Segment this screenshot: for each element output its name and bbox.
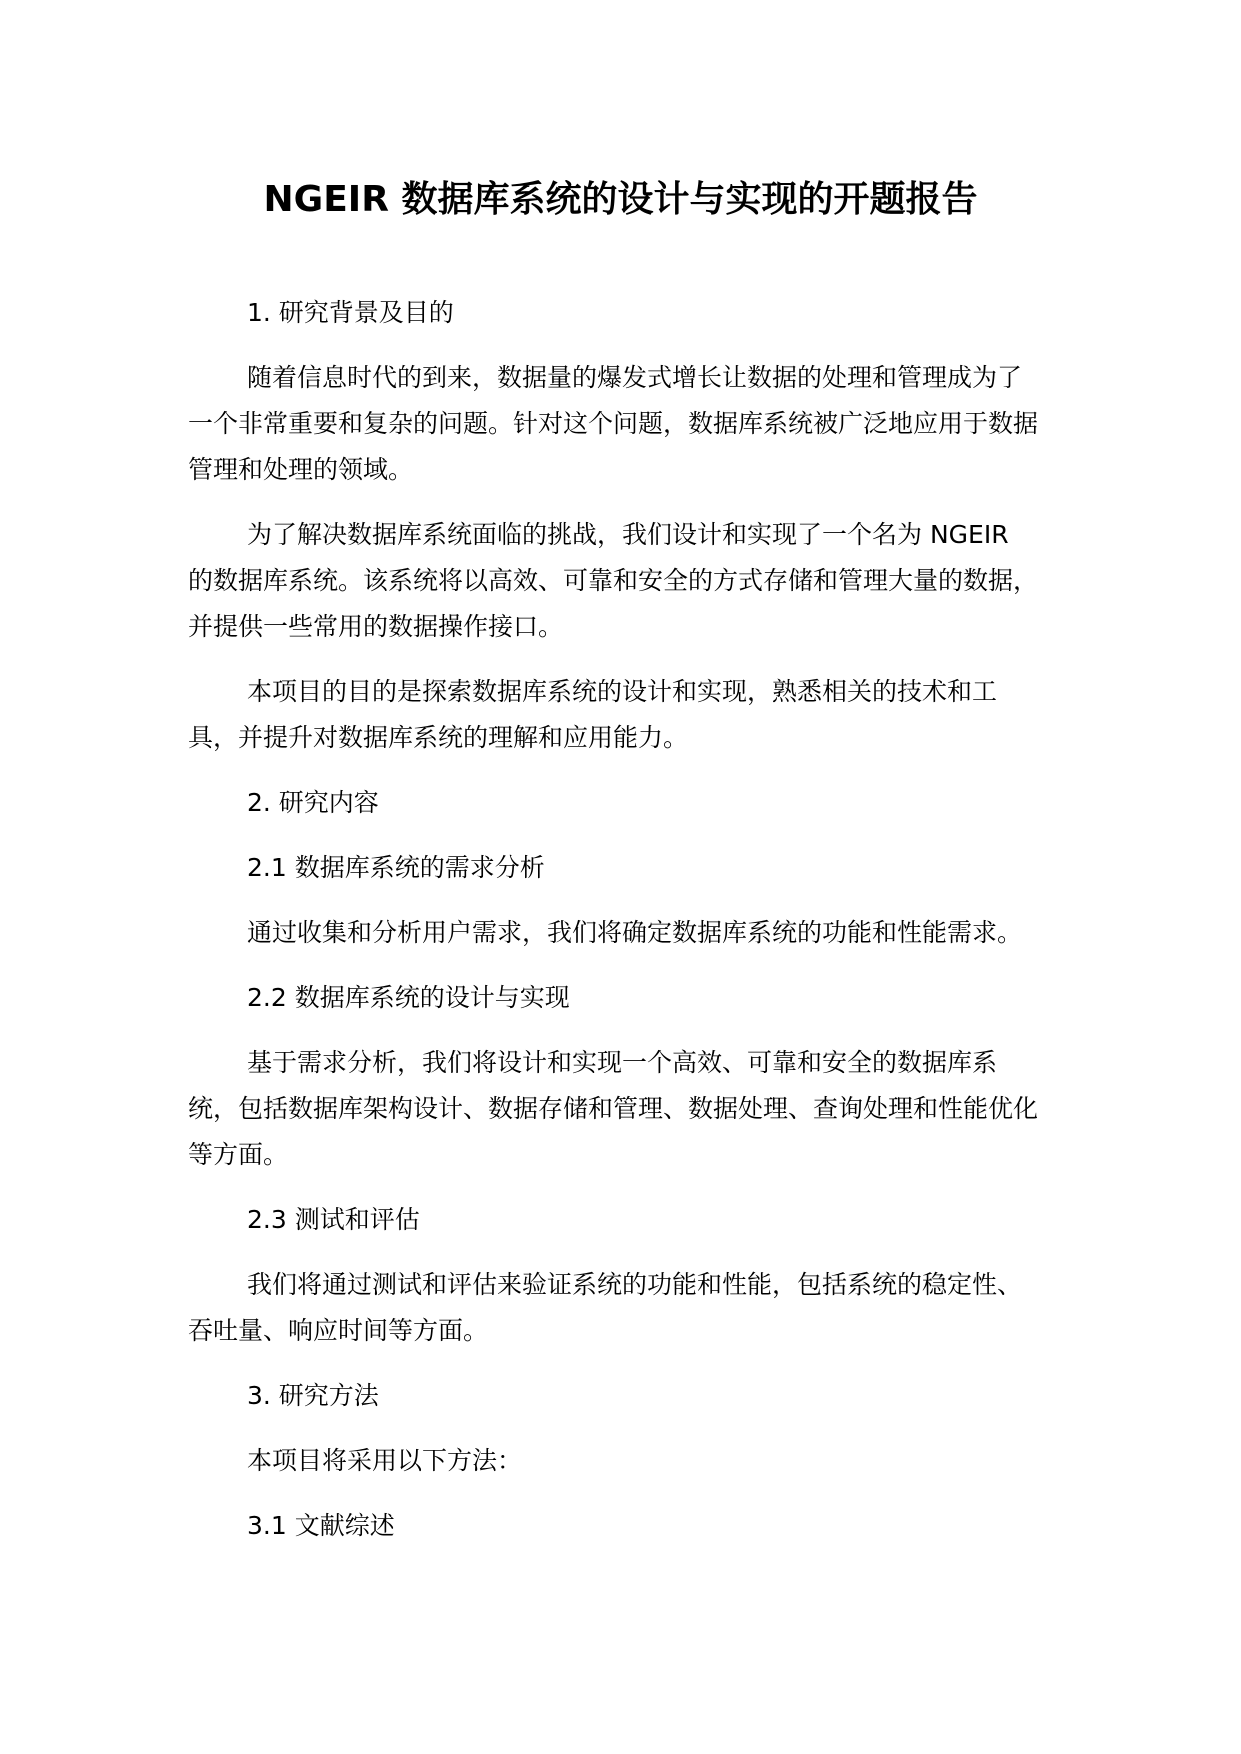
- subsection-heading-2-1: 2.1 数据库系统的需求分析: [247, 853, 545, 882]
- paragraph-ngeir-intro: 为了解决数据库系统面临的挑战，我们设计和实现了一个名为 NGEIR 的数据库系统。该系统将以高效、可靠和安全的方式存储和管理大量的数据，并提供一些常用的数据操作接口。: [188, 520, 1039, 641]
- paragraph-project-purpose: 本项目的目的是探索数据库系统的设计和实现，熟悉相关的技术和工具，并提升对数据库系统的理解和应用能力。: [188, 677, 998, 752]
- paragraph-design: 基于需求分析，我们将设计和实现一个高效、可靠和安全的数据库系统，包括数据库架构设计、数据存储和管理、数据处理、查询处理和性能优化等方面。: [188, 1048, 1039, 1169]
- paragraph-requirements: 通过收集和分析用户需求，我们将确定数据库系统的功能和性能需求。: [247, 918, 1023, 947]
- section-heading-3: 3. 研究方法: [247, 1381, 379, 1410]
- section-heading-2: 2. 研究内容: [247, 788, 379, 817]
- subsection-heading-2-3: 2.3 测试和评估: [247, 1205, 420, 1234]
- subsection-heading-3-1: 3.1 文献综述: [247, 1511, 395, 1540]
- document-body: [188, 290, 1040, 1549]
- paragraph-methods-intro: 本项目将采用以下方法：: [247, 1446, 523, 1475]
- document-title: NGEIR 数据库系统的设计与实现的开题报告: [263, 179, 978, 220]
- paragraph-background: 随着信息时代的到来，数据量的爆发式增长让数据的处理和管理成为了一个非常重要和复杂的问题。针对这个问题，数据库系统被广泛地应用于数据管理和处理的领域。: [188, 363, 1039, 484]
- subsection-heading-2-2: 2.2 数据库系统的设计与实现: [247, 983, 570, 1012]
- section-heading-1: 1. 研究背景及目的: [247, 298, 454, 327]
- paragraph-testing: 我们将通过测试和评估来验证系统的功能和性能，包括系统的稳定性、吞吐量、响应时间等方面。: [188, 1270, 1023, 1345]
